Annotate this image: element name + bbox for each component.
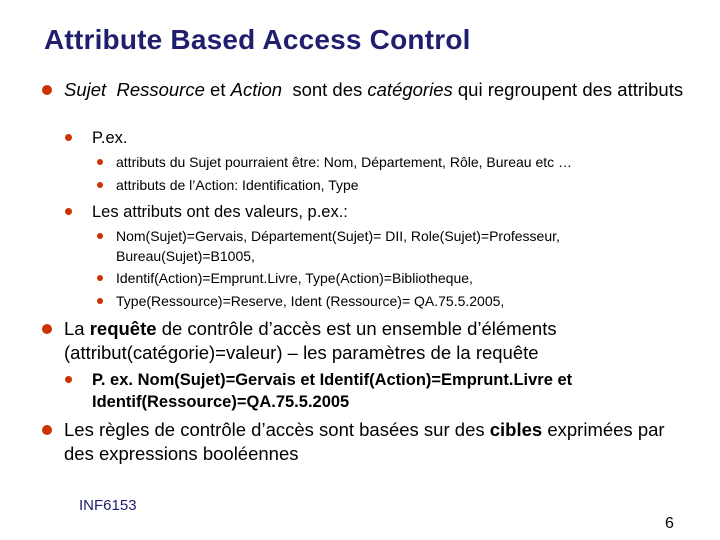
bullet-values — [92, 201, 692, 223]
term-sujet: Sujet — [64, 79, 107, 100]
bullet-requete-example — [92, 369, 602, 413]
bullet-action-values-text: Identif(Action)=Emprunt.Livre, Type(Action)=Bibliotheque, — [116, 270, 473, 286]
bullet-regles-rest: exprimées par des expressions booléennes — [64, 419, 665, 464]
bullet-dot-icon — [65, 376, 72, 383]
bullet-values-text: Les attributs ont des valeurs, p.ex.: — [92, 203, 348, 221]
bullet-requete-pre: La — [64, 318, 85, 339]
bullet-categories — [64, 78, 694, 102]
bullet-dot-icon — [65, 208, 72, 215]
bullet-action-values — [116, 268, 696, 288]
bullet-sujet-attributes-text: attributs du Sujet pourraient être: Nom, Département, Rôle, Bureau etc … — [116, 154, 573, 170]
bullet-pex-text: P.ex. — [92, 129, 128, 147]
bullet-sujet-attributes — [116, 152, 696, 172]
bullet-categories-rest: qui regroupent des attributs — [457, 79, 684, 100]
bullet-regles — [64, 418, 694, 466]
bullet-regles-pre: Les règles de contrôle d’accès sont basées sur des — [64, 419, 485, 440]
word-et: et — [210, 79, 226, 100]
term-action: Action — [230, 79, 283, 100]
bullet-dot-icon — [97, 233, 103, 239]
bullet-ressource-values-text: Type(Ressource)=Reserve, Ident (Ressource)= QA.75.5.2005, — [116, 293, 505, 309]
page-number: 6 — [665, 515, 674, 532]
bullet-dot-icon — [97, 298, 103, 304]
bullet-dot-icon — [97, 182, 103, 188]
bullet-ressource-values — [116, 291, 696, 311]
term-ressource: Ressource — [116, 79, 205, 100]
bullet-dot-icon — [42, 85, 52, 95]
bullet-dot-icon — [42, 425, 52, 435]
term-cibles: cibles — [489, 419, 543, 440]
term-requete: requête — [89, 318, 157, 339]
bullet-requete-rest: de contrôle d’accès est un ensemble d’éléments (attribut(catégorie)=valeur) – les paramètres de la requête — [64, 318, 557, 363]
bullet-dot-icon — [65, 134, 72, 141]
slide-title: Attribute Based Access Control — [44, 24, 471, 55]
bullet-dot-icon — [97, 275, 103, 281]
footer-course-code: INF6153 — [79, 497, 137, 514]
term-categories: catégories — [367, 79, 453, 100]
bullet-sujet-values-text: Nom(Sujet)=Gervais, Département(Sujet)= DII, Role(Sujet)=Professeur, Bureau(Sujet)=B1005, — [116, 228, 560, 264]
word-sont-des: sont des — [292, 79, 363, 100]
bullet-dot-icon — [42, 324, 52, 334]
bullet-action-attributes — [116, 175, 696, 195]
bullet-requete-example-text: P. ex. Nom(Sujet)=Gervais et Identif(Action)=Emprunt.Livre et Identif(Ressource)=QA.75.5.2005 — [92, 371, 573, 411]
bullet-requete — [64, 317, 694, 365]
bullet-sujet-values — [116, 226, 636, 266]
bullet-pex — [92, 127, 692, 149]
bullet-dot-icon — [97, 159, 103, 165]
bullet-action-attributes-text: attributs de l’Action: Identification, Type — [116, 177, 359, 193]
